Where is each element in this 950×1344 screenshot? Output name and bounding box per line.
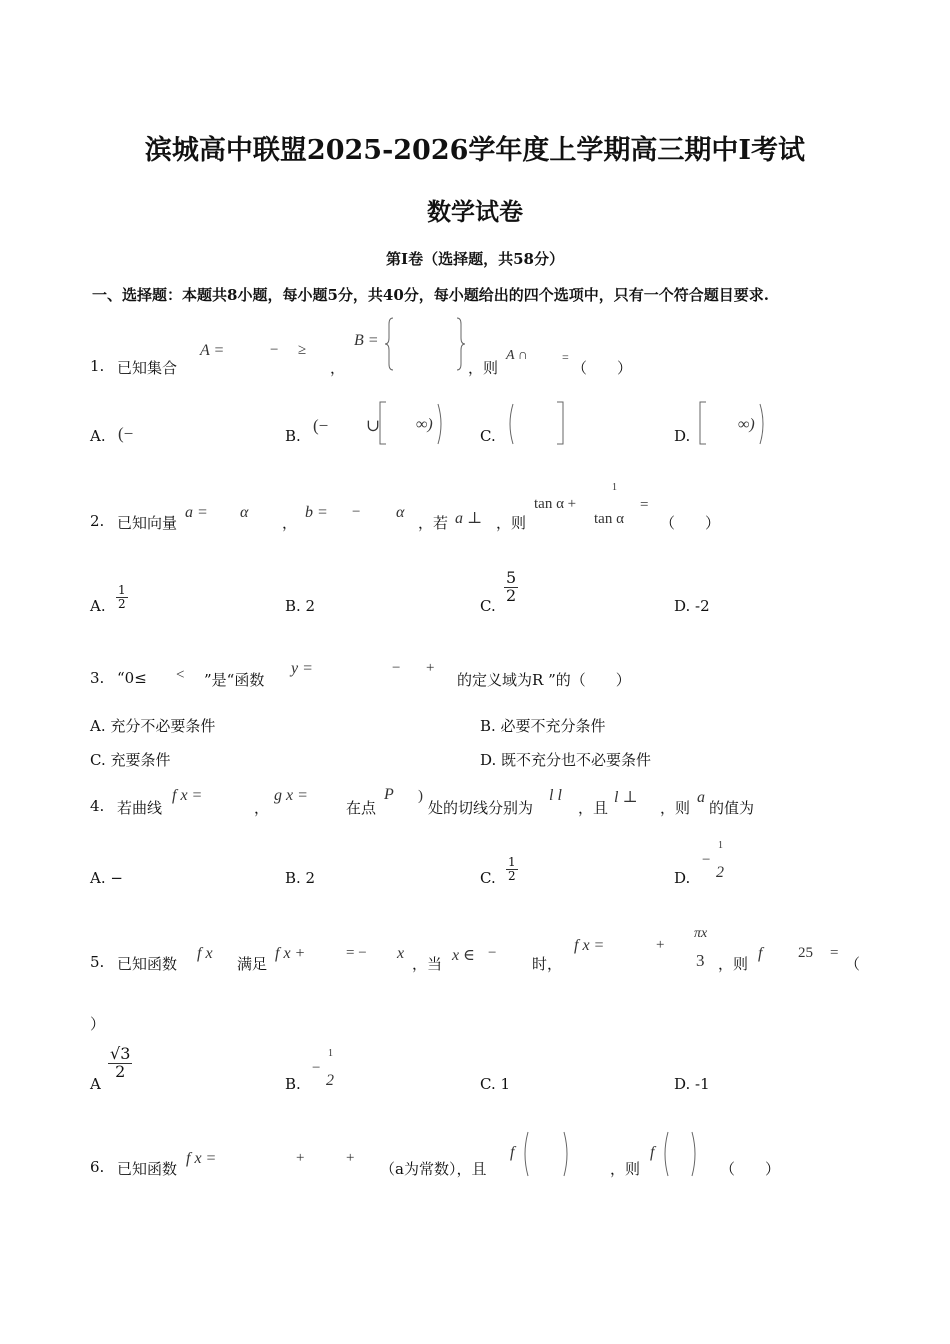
q1-set-a-frag2: ≥ [298,342,307,358]
q1-option-d-bracket [698,400,770,448]
q6-f2-parens [660,1130,700,1178]
q5-frac-den: 3 [696,951,705,970]
q3-text-3: 的定义域为R ”的（ ） [457,671,631,689]
q5-number: 5. [90,953,105,971]
q2-vec-b-frag1: − [352,504,361,520]
q4-comma: ， [254,799,270,817]
q5-option-a-label: A [90,1075,101,1093]
q4-text-6: 的值为 [709,799,755,817]
q4-lperp: l ⊥ [614,789,638,806]
q4-p-paren: ) [418,788,423,804]
q1-text-2: ，则 [468,359,499,377]
q1-set-b: B = [354,332,379,349]
q1-option-c-bracket [505,400,567,448]
q3-option-b: B. 必要不充分条件 [480,717,606,735]
q4-text-5: ，则 [660,799,691,817]
q2-text-2: ，若 [418,514,449,532]
q1-option-b-math-2: ∪ [366,416,381,435]
q4-a: a [697,789,705,806]
q1-paren: （ ） [572,359,633,377]
exam-title: 滨城高中联盟2025-2026学年度上学期高三期中Ⅰ考试 [144,135,806,166]
q4-gx: g x = [274,787,308,804]
q6-f1-parens [520,1130,572,1178]
q1-set-b-braces [385,316,465,372]
q2-option-a-den: 2 [118,596,126,611]
q6-plus-1: + [296,1150,305,1166]
q4-option-c-label: C. [480,869,496,887]
q2-number: 2. [90,512,105,530]
q4-option-d-den: 2 [716,864,724,881]
q5-fval-arg: 25 [798,945,813,961]
q5-text-3: ，当 [412,955,443,973]
q4-lines: l l [549,787,562,804]
q5-option-a-frac [108,1046,132,1081]
q1-comma: ， [330,359,346,377]
q1-option-b-math-1: (− [313,416,329,435]
q3-lt: < [176,667,185,683]
q4-text-1: 若曲线 [117,799,163,817]
q2-expr-top: tan α + [534,496,577,512]
q5-text-2: 满足 [237,955,268,973]
q1-option-b-math-3: ∞) [416,416,433,433]
q4-option-d-label: D. [674,869,691,887]
q4-option-d-num: 1 [718,840,723,851]
q2-expr-one: 1 [612,482,617,493]
q5-option-a-num: √3 [110,1044,131,1063]
q2-vec-a-frag: α [240,504,249,521]
q3-y: y = [291,660,313,677]
q1-number: 1. [90,357,105,375]
q1-option-a-label: A. [90,427,106,445]
q5-eq1b: = − [346,945,367,961]
q4-option-d-sign: − [702,852,711,868]
q2-text-1: 已知向量 [117,514,178,532]
q4-option-c-frac [506,856,518,882]
q5-paren-close: ） [90,1015,106,1033]
q6-text-3: ，则 [610,1160,641,1178]
q6-f1: f [510,1144,515,1161]
q6-number: 6. [90,1158,105,1176]
volume-label: 第Ⅰ卷（选择题，共58分） [386,250,564,268]
q5-option-b-sign: − [312,1060,321,1076]
q4-fx: f x = [172,787,203,804]
q4-option-c-num: 1 [508,855,516,869]
q5-frac-num: πx [694,926,708,941]
q5-option-a-den: 2 [115,1061,126,1081]
q5-fdef: f x = [574,937,605,954]
q6-text-1: 已知函数 [117,1160,178,1178]
q2-expr-bottom: tan α [594,511,624,527]
q1-option-a-math: (− [118,424,134,443]
section-heading: 一、选择题：本题共8小题，每小题5分，共40分，每小题给出的四个选项中，只有一个符合题目要求. [92,286,769,304]
q4-text-3: 处的切线分别为 [428,799,534,817]
q1-option-b-bracket [378,400,448,448]
q6-plus-2: + [346,1150,355,1166]
q5-option-b-label: B. [285,1075,301,1093]
q5-fx: f x [197,945,213,962]
q5-option-c: C. 1 [480,1075,511,1093]
q5-option-d: D. -1 [674,1075,710,1093]
q5-option-b-den: 2 [326,1072,334,1089]
q6-text-2: （a为常数），且 [380,1160,487,1178]
q5-plus: + [656,937,665,953]
q1-option-d-label: D. [674,427,691,445]
q5-eq1c: x [397,945,405,962]
q4-number: 4. [90,797,105,815]
q5-cond: x ∈ [452,947,475,964]
q2-option-c-den: 2 [506,585,517,605]
q5-eq: = [830,945,839,961]
q2-option-a-label: A. [90,597,106,615]
q1-set-a-frag1: − [270,342,279,358]
q4-option-a: A. − [90,869,123,887]
q6-fx: f x = [186,1150,217,1167]
q5-paren-open: （ [845,955,861,973]
q4-text-2: 在点 [346,799,377,817]
q3-minus: − [392,660,401,676]
q5-eq1: f x + [275,945,306,962]
q1-eq: = [562,350,569,364]
q5-text-4: 时， [532,955,563,973]
q2-vec-b: b = [305,504,328,521]
subject-title: 数学试卷 [427,197,523,226]
q2-option-c-num: 5 [506,568,517,587]
q2-option-c-label: C. [480,597,496,615]
q2-perp: a ⊥ [455,510,483,527]
q1-text-1: 已知集合 [117,359,178,377]
q1-cap: A ∩ [506,348,528,363]
q1-option-b-label: B. [285,427,301,445]
q1-option-c-label: C. [480,427,496,445]
q2-option-a-num: 1 [118,583,126,597]
q3-plus: + [426,660,435,676]
q3-number: 3. [90,669,105,687]
q3-text-2: ”是“函数 [204,671,265,689]
q6-paren: （ ） [720,1160,781,1178]
q2-eq: = [640,497,649,513]
q5-cond-b: − [488,945,497,961]
q3-option-a: A. 充分不必要条件 [90,717,216,735]
q2-vec-a: a = [185,504,208,521]
q4-text-4: ，且 [578,799,609,817]
q2-comma: ， [282,514,298,532]
q6-f2: f [650,1144,655,1161]
q2-option-b: B. 2 [285,597,316,615]
q3-option-c: C. 充要条件 [90,751,171,769]
q3-text-1: “0≤ [117,669,147,687]
q2-option-c-frac [504,570,518,605]
q2-text-3: ，则 [496,514,527,532]
q2-option-d: D. -2 [674,597,710,615]
q4-option-c-den: 2 [508,868,516,883]
q2-paren: （ ） [660,514,721,532]
q2-option-a-frac [116,584,128,610]
q5-option-b-num: 1 [328,1048,333,1059]
q1-option-d-math: ∞) [738,416,755,433]
q5-fval: f [758,945,763,962]
q2-vec-b-frag2: α [396,504,405,521]
q4-point-p: P [384,786,394,803]
q1-set-a: A = [200,342,225,359]
q5-text-5: ，则 [718,955,749,973]
q3-option-d: D. 既不充分也不必要条件 [480,751,652,769]
q5-text-1: 已知函数 [117,955,178,973]
q4-option-b: B. 2 [285,869,316,887]
